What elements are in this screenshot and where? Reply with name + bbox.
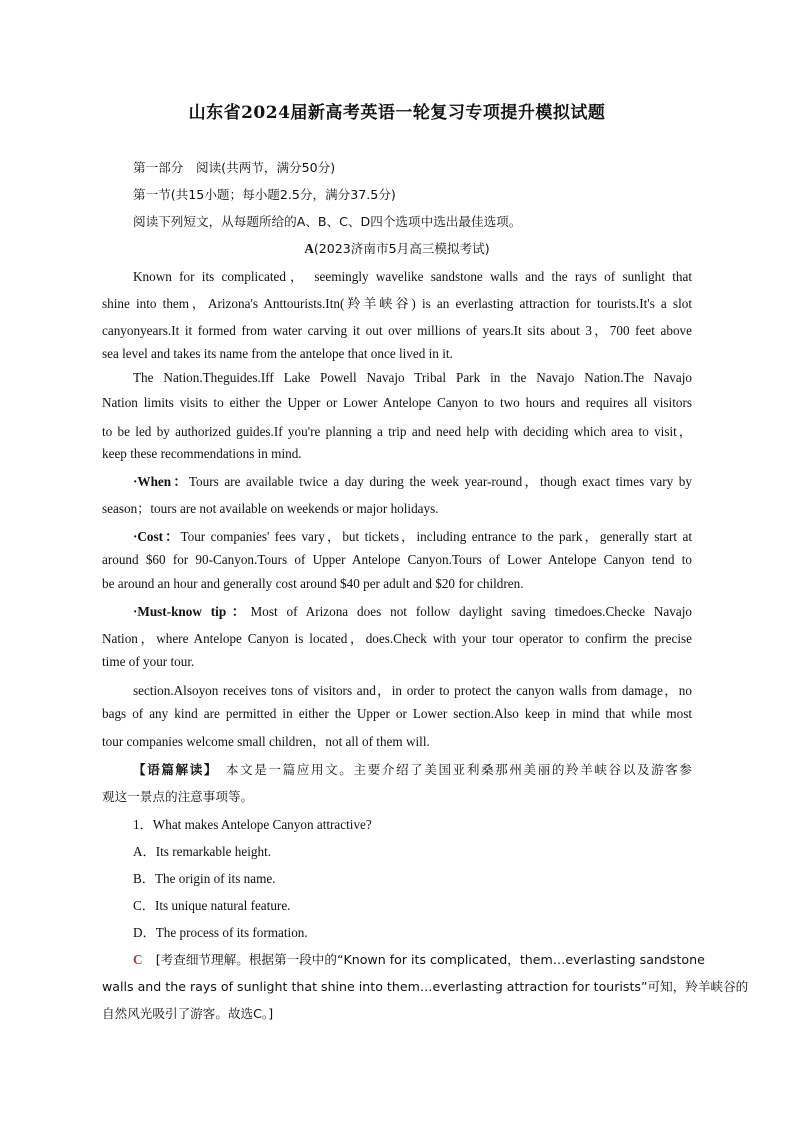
passage-letter: A [304,241,314,256]
tip-line-2: Nation，where Antelope Canyon is located，does.Check with your tour operator to confirm the precise [102,631,692,646]
when-label: ·When： [133,474,189,489]
document-title: 山东省2024届新高考英语一轮复习专项提升模拟试题 [188,103,606,123]
plast-line-3: tour companies welcome small children，not all of them will. [102,734,430,749]
cost-label: ·Cost： [133,529,181,544]
p2-line-1: The Nation.Theguides.Iff Lake Powell Navajo Tribal Park in the Navajo Nation.The Navajo [133,370,692,385]
instructions: 阅读下列短文，从每题所给的A、B、C、D四个选项中选出最佳选项。 [133,214,522,229]
tip-label: ·Must-know tip： [133,604,251,619]
tip-text-1: Most of Arizona does not follow daylight saving timedoes.Checke Navajo [250,604,692,619]
answer-line-2: walls and the rays of sunlight that shine into them…everlasting attraction for tourists”可知，羚羊峡谷的 [102,979,749,994]
analysis-label: 【语篇解读】 [133,762,212,777]
cost-line-3: be around an hour and generally cost around $40 per adult and $20 for children. [102,576,524,591]
analysis-line-2: 观这一景点的注意事项等。 [102,789,254,804]
p1-line-1: Known for its complicated， seemingly wavelike sandstone walls and the rays of sunlight that [133,269,692,284]
plast-line-2: bags of any kind are permitted in either the Upper or Lower section.Also keep in mind that while most [102,706,692,721]
p2-line-2: Nation limits visits to either the Upper or Lower Antelope Canyon to two hours and requires all visitors [102,395,692,410]
when-text-1: Tours are available twice a day during the week year-round，though exact times vary by [188,474,692,489]
part-heading: 第一部分 阅读(共两节，满分50分) [133,160,336,175]
option-d: D．The process of its formation. [133,925,308,940]
answer-line-1 [133,949,705,968]
plast-line-1: section.Alsoyon receives tons of visitors and，in order to protect the canyon walls from damage，no [133,683,692,698]
analysis-line-1 [133,759,692,778]
option-b: B．The origin of its name. [133,871,276,886]
when-line-1 [133,471,692,490]
cost-text-1: Tour companies' fees vary，but tickets，including entrance to the park，generally start at [180,529,692,544]
answer-line-3: 自然风光吸引了游客。故选C。] [102,1006,274,1021]
option-a: A．Its remarkable height. [133,844,272,859]
section-heading: 第一节(共15小题；每小题2.5分，满分37.5分) [133,187,396,202]
passage-source: (2023济南市5月高三模拟考试) [313,241,490,256]
tip-line-1 [133,601,692,620]
p1-line-4: sea level and takes its name from the antelope that once lived in it. [102,346,453,361]
p1-line-2: shine into them，Arizona's Anttourists.Itn(羚羊峡谷) is an everlasting attraction for tourists.It's a slot [102,296,692,311]
answer-letter: C [133,952,143,967]
analysis-text-1: 本文是一篇应用文。主要介绍了美国亚利桑那州美丽的羚羊峡谷以及游客参 [211,762,692,777]
cost-line-2: around $60 for 90-Canyon.Tours of Upper Antelope Canyon.Tours of Lower Antelope Canyon tend to [102,552,692,567]
cost-line-1 [133,526,692,545]
answer-text-1: [考查细节理解。根据第一段中的“Known for its complicated，them…everlasting sandstone [155,952,705,967]
passage-label [0,238,794,257]
p1-line-3: canyonyears.It it formed from water carving it out over millions of years.It sits about 3，700 feet above [102,323,692,338]
question-stem: 1．What makes Antelope Canyon attractive? [133,817,372,832]
p2-line-4: keep these recommendations in mind. [102,446,302,461]
when-line-2: season；tours are not available on weekends or major holidays. [102,501,439,516]
tip-line-3: time of your tour. [102,654,195,669]
p2-line-3: to be led by authorized guides.If you're planning a trip and need help with deciding which area to visit， [102,424,692,439]
option-c: C．Its unique natural feature. [133,898,291,913]
